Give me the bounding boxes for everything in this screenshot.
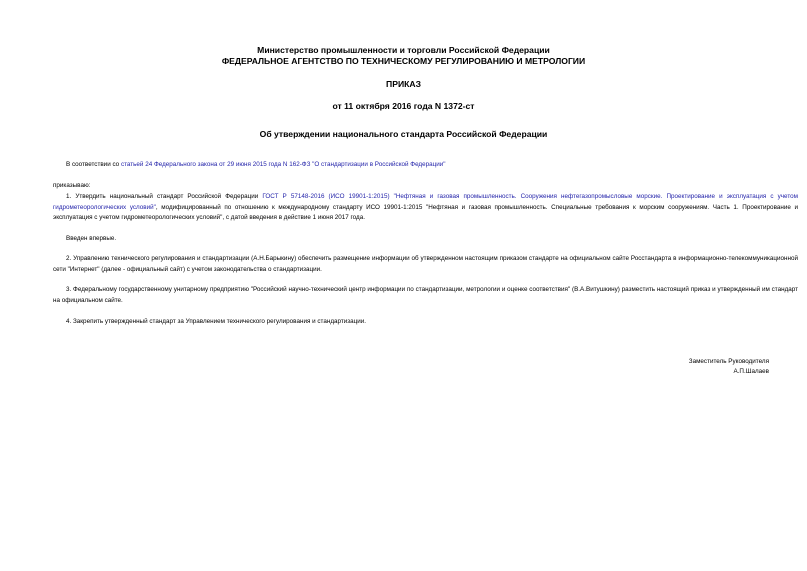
agency-title: ФЕДЕРАЛЬНОЕ АГЕНТСТВО ПО ТЕХНИЧЕСКОМУ РЕГУЛИРОВАНИЮ И МЕТРОЛОГИИ bbox=[221, 56, 586, 66]
item-1-suffix: , модифицированный по отношению к международному стандарту ИСО 19901-1:2015 "Нефтяная и газовая промышленность. Специальные требования к морским сооружениям. Часть 1. Проектирование и эксплуатация с учетом гидрометеорологических условий", с датой введения в действие 1 июня 2017 года. bbox=[53, 203, 798, 221]
intro-paragraph bbox=[66, 160, 786, 171]
signatory-position: Заместитель Руководителя bbox=[688, 358, 769, 365]
item-4-paragraph: 4. Закрепить утвержденный стандарт за Управлением технического регулирования и стандартизации. bbox=[66, 318, 367, 325]
item-3-paragraph: 3. Федеральному государственному унитарному предприятию "Российский научно-технический центр информации по стандартизации, метрологии и оценке соответствия" (В.А.Витушкину) разместить настоящий приказ и утвержденный им стандарт на официальном сайте. bbox=[53, 286, 798, 304]
order-word: приказываю: bbox=[53, 182, 91, 189]
order-subject: Об утверждении национального стандарта Российской Федерации bbox=[259, 129, 548, 139]
item-2-paragraph: 2. Управлению технического регулирования и стандартизации (А.Н.Барыкину) обеспечить размещение информации об утвержденном настоящим приказом стандарте на официальном сайте Росстандарта в информационно-телекоммуникационной сети "Интернет" (далее - официальный сайт) с учетом законодательства о стандартизации. bbox=[53, 255, 798, 273]
signatory-name: А.П.Шалаев bbox=[733, 368, 769, 375]
law-article-link[interactable]: статьей 24 Федерального закона от 29 июня 2015 года N 162-ФЗ "О стандартизации в Российской Федерации" bbox=[120, 161, 446, 168]
item-1-paragraph bbox=[53, 192, 798, 224]
ministry-title: Министерство промышленности и торговли Российской Федерации bbox=[257, 45, 550, 55]
document-type: ПРИКАЗ bbox=[386, 79, 421, 89]
intro-prefix: В соответствии со bbox=[66, 161, 121, 168]
order-date-number: от 11 октября 2016 года N 1372-ст bbox=[332, 101, 475, 111]
first-introduced-note: Введен впервые. bbox=[66, 235, 117, 242]
item-1-prefix: 1. Утвердить национальный стандарт Российской Федерации bbox=[66, 193, 263, 200]
gost-standard-link[interactable]: ГОСТ Р 57148-2016 (ИСО 19901-1:2015) "Нефтяная и газовая промышленность. Сооружения нефтегазопромысловые морские. Проектирование и эксплуатация с учетом гидрометеорологических условий" bbox=[53, 193, 798, 211]
